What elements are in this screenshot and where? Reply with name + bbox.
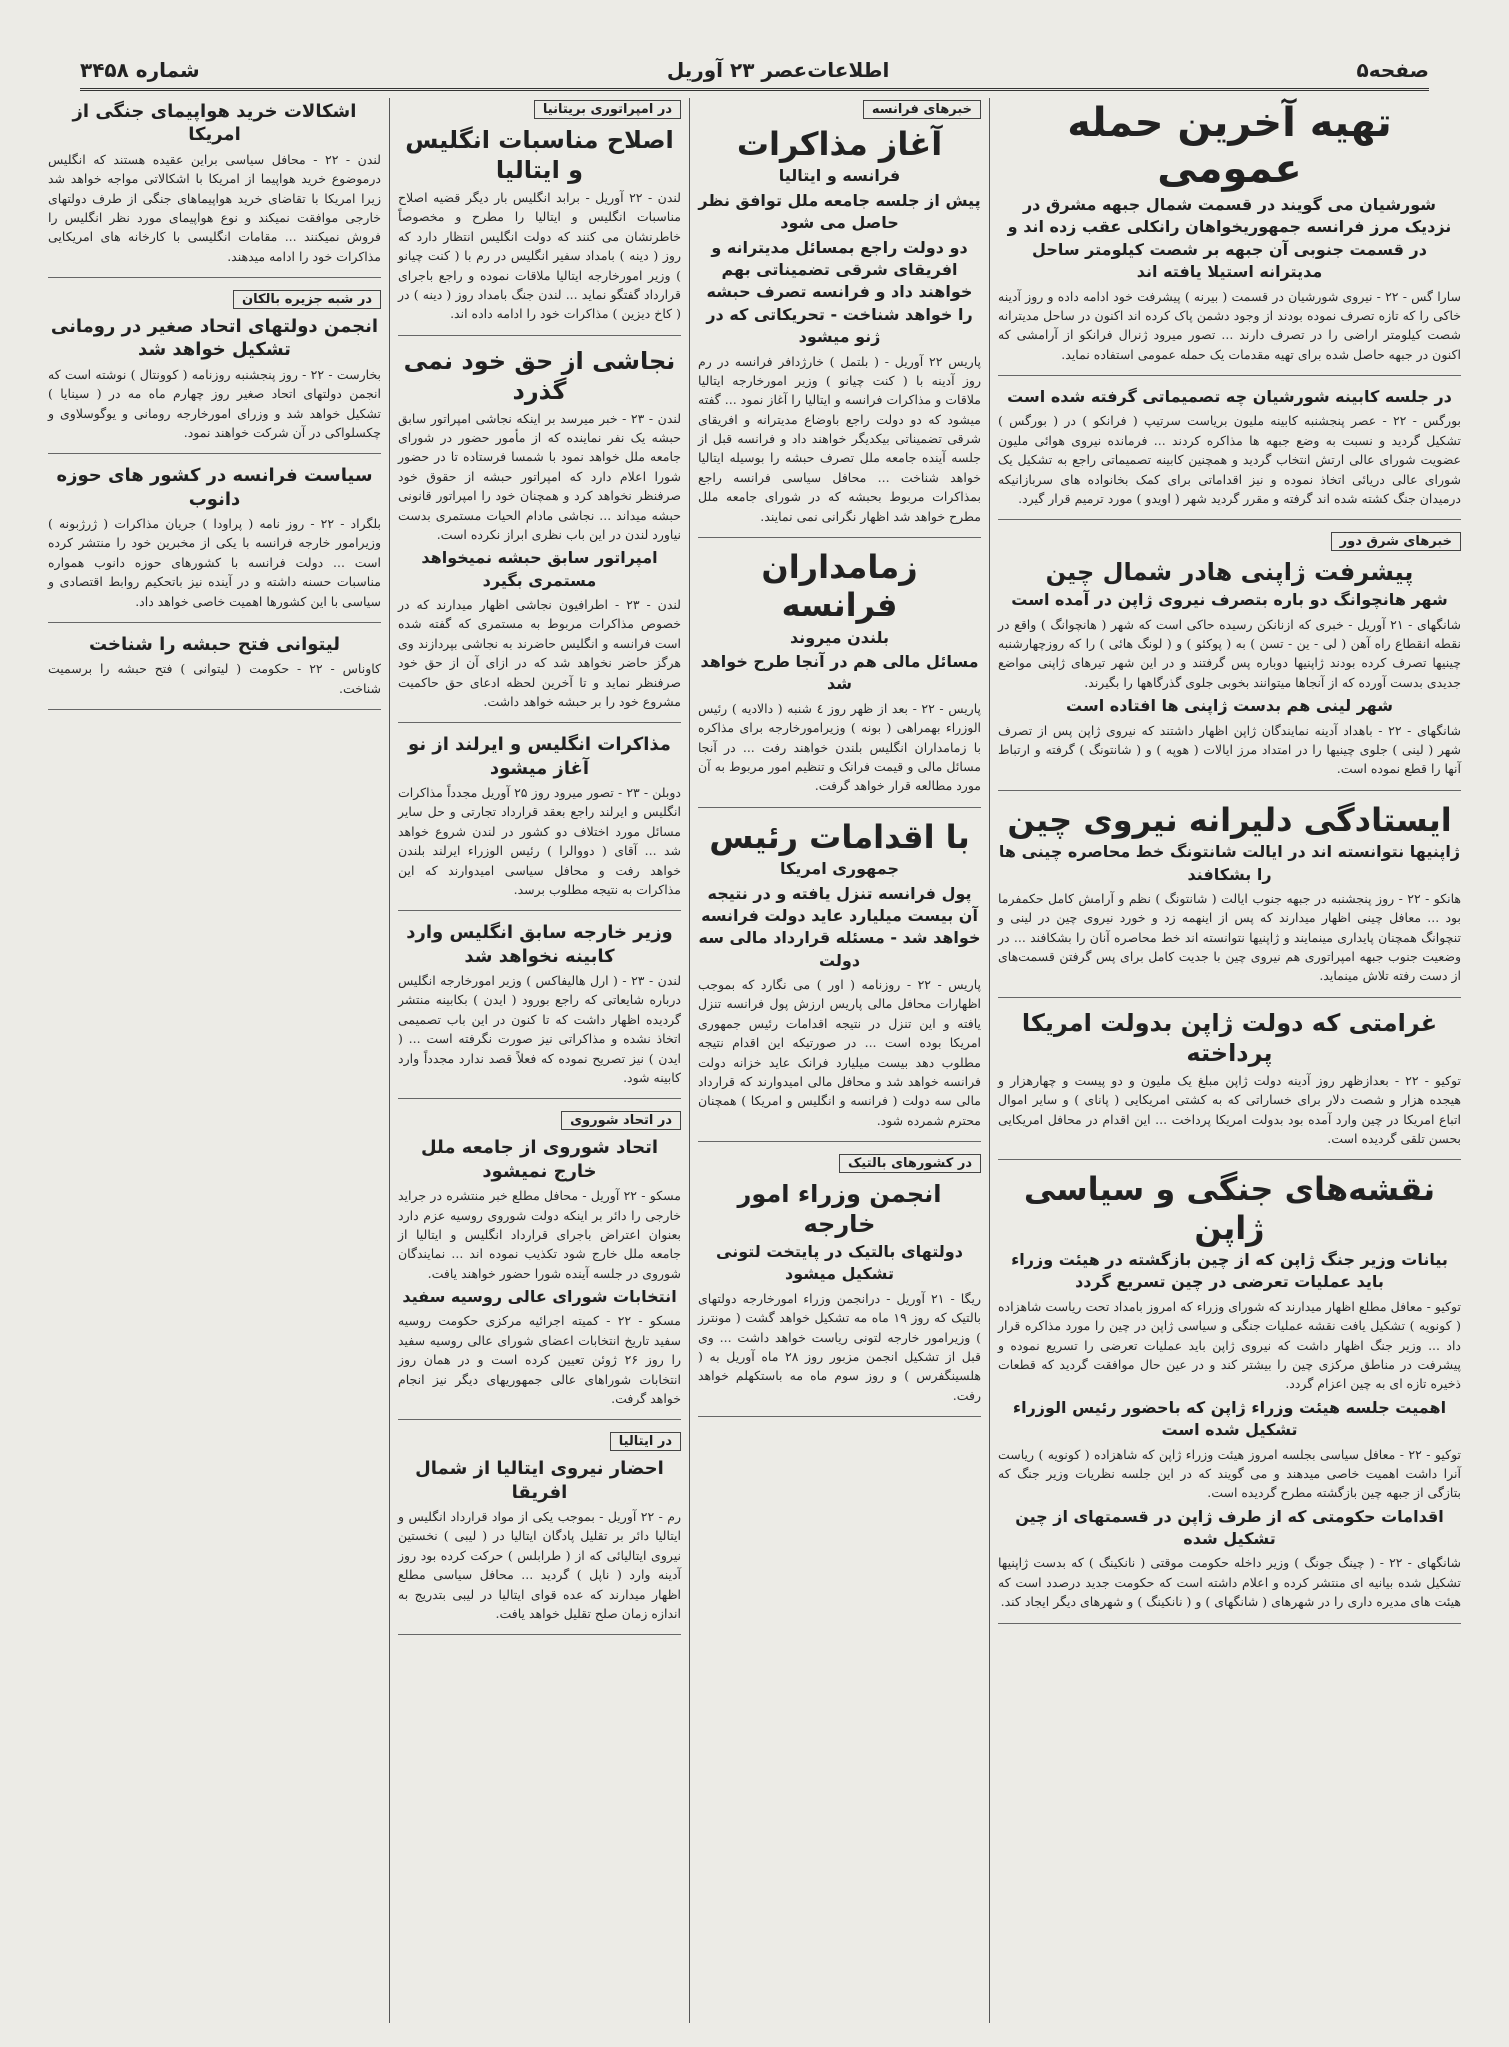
- headline: زمامداران فرانسه: [761, 547, 918, 625]
- page-number: صفحه۵: [1356, 58, 1429, 82]
- headline: با اقدامات رئیس: [709, 817, 970, 856]
- article-cabinet-decisions: [998, 386, 1461, 520]
- article-body: شانگهای - ۲۲ - ( چینگ جونگ ) وزیر داخله حکومت موقتی ( نانکینگ ) که بدست ژاپنیها تشکیل شده بیانیه ای منتشر کرده و اعلام داشته است که حکومت جدید درصدد است که هیئت های مدیره داری را در شهرهای ( شانگهای ) و ( نانکینگ ) و شهرهای دیگر ایجاد کند.: [998, 1555, 1461, 1610]
- article-eden: [398, 921, 681, 1099]
- article-body: پاریس - ۲۲ - روزنامه ( اور ) می نگارد که بموجب اظهارات محافل مالی پاریس ارزش پول فرانسه تنزل یافته و این تنزل در نتیجه اقدامات رئیس جمهوری امریکا بوده است ... در صورتیکه این اقدام نتیجه مطلوب دهد بیست میلیارد فرانک عاید خزانه دولت فرانسه خواهد شد و محافل مالی امیدوارند که قرارداد مالی سه دولت ( فرانسه و انگلیس و امریکا ) همچنان محترم شمرده شود.: [698, 977, 981, 1128]
- article-body: دوبلن - ۲۳ - تصور میرود روز ۲۵ آوریل مجدداً مذاکرات انگلیس و ایرلند راجع بعقد قرارداد تجارتی و حل سایر مسائل مورد اختلاف دو کشور در لندن شروع خواهد شد ... آقای ( دووالرا ) رئیس الوزراء ایرلند بلندن خواهد رفت و محافل سیاسی امیدوارند که این مذاکرات به نتیجه مطلوب برسد.: [398, 785, 681, 897]
- issue-number: شماره ۳۴۵۸: [80, 58, 200, 82]
- headline: سیاست فرانسه در کشور های حوزه دانوب: [56, 465, 373, 510]
- article-japan-plans: [998, 1170, 1461, 1623]
- article-body: پاریس ۲۲ آوریل - ( بلتمل ) خارژدافر فرانسه در رم روز آدینه با ( کنت چیانو ) وزیر امورخارجه ایتالیا ملاقات و مذاکرات فرانسه و ایتالیا را آغاز نمود ... گفته میشود که دو دولت راجع باوضاع مدیترانه و افریقای شرقی تضمیناتی بیکدیگر خواهند داد و فرانسه قبل از جلسه آینده جامعه ملل تصرف حبشه را بوسیله ایتالیا خواهد شناخت ... محافل سیاسی فرانسه راجع بمذاکرات مربوط بحبشه که در شورای جامعه ملل مطرح خواهد شد اظهار نگرانی نمی نمایند.: [698, 353, 981, 524]
- article-body: ریگا - ۲۱ آوریل - درانجمن وزراء امورخارجه دولتهای بالتیک که روز ۱۹ ماه مه تشکیل خواهد گشت ( مونترز ) وزیرامور خارجه لتونی ریاست خواهد داشت ... وی قبل از تشکیل انجمن مزبور روز ۲۸ ماه آوریل به ( هلسینگفرس ) و روز سوم ماه مه باستکهلم خواهد رفت.: [698, 1290, 982, 1403]
- article-body: مسکو - ۲۲ آوریل - محافل مطلع خبر منتشره در جراید خارجی را دائر بر اینکه دولت شوروی روسیه عزم دارد بعنوان اعتراض باجرای قرارداد انگلیس و ایتالیا از جامعه ملل خارج شود تکذیب نموده اند ... نمایندگان شوروی در جلسه آینده شورا حضور خواهند یافت.: [398, 1188, 681, 1281]
- headline: احضار نیروی ایتالیا از شمال افریقا: [415, 1458, 664, 1503]
- column-3: [389, 98, 689, 2023]
- deck: جمهوری امریکا: [780, 859, 899, 879]
- article-body: توکیو - ۲۲ - معافل سیاسی بجلسه امروز هیئت وزراء ژاپن که شاهزاده ( کونویه ) ریاست آنرا داشت اهمیت خاصی میدهند و می گویند که در این جلسه نظریات وزیر جنگ که بتازگی از جبهه چین بازگشته مطرح گردیده است.: [998, 1446, 1462, 1501]
- headline: وزیر خارجه سابق انگلیس وارد کابینه نخواهد شد: [406, 922, 673, 967]
- article-body: شانگهای - ۲۲ - باهداد آدینه نمایندگان ژاپن اظهار داشتند که نیروی ژاپن پس از تصرف شهر ( لینی ) جلوی چینیها را در امتداد مرز ایالات ( هوپه ) و ( شانتونگ ) گرفته و ارتباط آنها را قطع نموده است.: [998, 722, 1461, 777]
- article-little-entente: [48, 288, 381, 454]
- deck: پیش از جلسه جامعه ملل توافق نظر حاصل می شود: [698, 190, 981, 233]
- column-2: [689, 98, 989, 2023]
- deck: مسائل مالی هم در آنجا طرح خواهد شد: [700, 652, 979, 694]
- deck: پول فرانسه تنزل یافته و در نتیجه آن بیست میلیارد عاید دولت فرانسه خواهد شد - مسئله قرارداد مالی سه دولت: [698, 883, 981, 970]
- columns: [40, 98, 1469, 2023]
- subhead: انتخابات شورای عالی روسیه سفید: [402, 1287, 677, 1306]
- column-4: [40, 98, 389, 2023]
- headline: تهیه آخرین حمله عمومی: [1067, 100, 1392, 192]
- article-body: لندن - ۲۳ - خبر میرسد بر اینکه نجاشی امپراتور سابق حبشه یک نفر نماینده که از مأمور حضور در شورای جامعه ملل خواهد نمود با شمسا فرستاده تا در حضور شورا اعلام دارد که امپراتور حبشه از حقوق خود صرفنظر نخواهد کرد و همچنان خود را امپراتور قانونی حبشه میداند ... نجاشی مادام الحیات مستمری بدست نیاورد لندن در این باب نظری ابراز نکرده است.: [398, 410, 682, 542]
- article-body: لندن - ۲۲ - محافل سیاسی براین عقیده هستند که انگلیس درموضوع خرید هواپیما از امریکا با اشکالاتی مواجه خواهد شد زیرا امریکا با تقاضای خرید هواپیماهای جنگی از طرف دولتهای خارجی موافقت نمیکند و نوع هواپیمای مورد نظر انگلیس را فروش نمیکنند ... مقامات انگلیسی با کارخانه های امریکایی مذاکرات خود را ادامه میدهند.: [48, 151, 381, 264]
- section-label: خبرهای فرانسه: [863, 100, 981, 119]
- article-italy-libya: [398, 1430, 681, 1635]
- headline: غرامتی که دولت ژاپن بدولت امریکا پرداخته: [1021, 1008, 1438, 1067]
- article-french-leaders: [698, 548, 981, 808]
- article-body: رم - ۲۲ آوریل - بموجب یکی از مواد قرارداد انگلیس و ایتالیا دائر بر تقلیل پادگان ایتالیا در ( لیبی ) نخستین نیروی ایتالیائی که از ( طرابلس ) حرکت کرده بود روز آدینه وارد ( ناپل ) گردید ... محافل سیاسی مطلع اظهار میدارند که عده قوای ایتالیا در لیبی بتدریج به اندازه زمان صلح تقلیل خواهد یافت.: [398, 1509, 681, 1621]
- article-soviet-league: [398, 1109, 681, 1420]
- article-negus: [398, 346, 681, 724]
- headline: لیتوانی فتح حبشه را شناخت: [89, 633, 340, 655]
- article-china-resistance: [998, 801, 1461, 998]
- deck: بلندن میروند: [789, 627, 890, 647]
- deck: شورشیان می گویند در قسمت شمال جبهه مشرق در نزدیک مرز فرانسه جمهوریخواهان رانکلی عقب زده اند و در قسمت جنوبی آن جبهه بر شصت کیلومتر ساحل مدیترانه استیلا یافته اند: [1007, 195, 1452, 282]
- headline: اتحاد شوروی از جامعه ملل خارج نمیشود: [420, 1137, 659, 1182]
- article-body: لندن - ۲۳ - اطرافیون نجاشی اظهار میدارند که در خصوص مذاکرات مربوط به مستمری که گفته شده است فرانسه و انگلیس حاضرند به نجاشی بپردازند وی هرگز حاضر نخواهد شد که در ازای آن از حق خود صرفنظر نماید و تا آخرین لحظه ادعای حق حاکمیت مشروع خود را بر حبشه خواهد داشت.: [398, 597, 681, 709]
- column-1: [989, 98, 1469, 2023]
- article-france-italy-talks: [698, 98, 981, 538]
- article-anglo-irish: [398, 733, 681, 911]
- headline: انجمن وزراء امور خارجه: [737, 1180, 942, 1239]
- article-aircraft-purchase: [48, 100, 381, 278]
- headline: مذاکرات انگلیس و ایرلند از نو آغاز میشود: [408, 734, 671, 779]
- headline: پیشرفت ژاپنی هادر شمال چین: [1045, 558, 1414, 587]
- subhead: در جلسه کابینه شورشیان چه تصمیماتی گرفته شده است: [1007, 387, 1452, 407]
- article-body: بخارست - ۲۲ - روز پنجشنبه روزنامه ( کوونتال ) نوشته است که انجمن دولتهای اتحاد صغیر روز چهارم ماه مه در ( سینایا ) تشکیل خواهد شد و وزرای امورخارجه رومانی و یوگوسلاوی و چکسلواکی در آن شرکت خواهند نمود.: [48, 366, 381, 440]
- deck: دولتهای بالتیک در پایتخت لتونی تشکیل میشود: [716, 1242, 963, 1284]
- subhead: اهمیت جلسه هیئت وزراء ژاپن که باحضور رئیس الوزراء تشکیل شده است: [1012, 1397, 1447, 1440]
- article-body: سارا گس - ۲۲ - نیروی شورشیان در قسمت ( بیرنه ) پیشرفت خود ادامه داده و روز آدینه خاکی را که تازه تصرف نموده بودند از وجود دشمن پاک کرده اند اکنون در ساحل مدیترانه شصت کیلومتر اراضی را در تصرف دارند ... تصور میرود ژنرال فرانکو از آرامشی که اکنون در جبهه حاصل شده برای تهیه مقدمات یک حمله عمومی استفاده نماید.: [998, 288, 1461, 362]
- deck: ژاپنیها نتوانسته اند در ایالت شانتونگ خط محاصره چینی ها را بشکافند: [998, 842, 1461, 884]
- deck: فرانسه و ایتالیا: [778, 166, 901, 186]
- article-body: بلگراد - ۲۲ - روز نامه ( پراودا ) جریان مذاکرات ( ژرژبونه ) وزیرامور خارجه فرانسه با یکی از مخبرین خود را منتشر کرده است ... دولت فرانسه با کشورهای حوزه دانوب همواره مناسبات حسنه داشته و در آینده نیز باتحکیم روابط اقتصادی و سیاسی با این کشورها اهمیت خاصی خواهد داد.: [48, 516, 381, 609]
- headline: اشکالات خرید هواپیمای جنگی از امریکا: [72, 101, 357, 146]
- headline: نقشه‌های جنگی و سیاسی ژاپن: [1023, 1170, 1436, 1247]
- headline: انجمن دولتهای اتحاد صغیر در رومانی تشکیل خواهد شد: [50, 316, 379, 361]
- article-japan-north-china: [998, 530, 1461, 790]
- section-label: در شبه جزیره بالکان: [233, 290, 381, 309]
- article-body: لندن - ۲۳ - ( ارل هالیفاکس ) وزیر امورخارجه انگلیس درباره شایعاتی که راجع بورود ( ایدن ) بکابینه منتشر گردیده اظهار داشت که تا کنون در این باب تصمیمی اتخاذ نشده و مذاکراتی نیز صورت نگرفته است ... ( ایدن ) نیز تصریح نموده که فعلاً قصد ندارد مجدداً وارد کابینه شود.: [398, 973, 682, 1085]
- article-body: مسکو - ۲۲ - کمیته اجرائیه مرکزی حکومت روسیه سفید تاریخ انتخابات اعضای شورای عالی روسیه سفید را روز ۲۶ ژوئن تعیین کرده است و در همان روز انتخابات شوراهای عالی جمهوریهای دیگر نیز انجام خواهد گرفت.: [398, 1313, 681, 1406]
- headline: آغاز مذاکرات: [736, 125, 943, 163]
- deck: بیانات وزیر جنگ ژاپن که از چین بازگشته در هیئت وزراء باید عملیات تعرضی در چین تسریع گردد: [1011, 1250, 1448, 1292]
- article-body: توکیو - ۲۲ - بعدازظهر روز آدینه دولت ژاپن مبلغ یک ملیون و دو پیست و چهارهزار و هیجده هزار و شصت دلار برای خساراتی که به کشتی امریکایی ( پانای ) و سایر اموال اتباع امریکا در چین وارد آمده بود بدولت امریکا پرداخت ... این اقدام در محافل امریکایی بحسن تلقی گردیده است.: [998, 1072, 1461, 1146]
- section-label: در کشورهای بالتیک: [839, 1154, 981, 1173]
- article-body: بورگس - ۲۲ - عصر پنجشنبه کابینه ملیون بریاست سرتیپ ( فرانکو ) در ( بورگس ) تشکیل گردید و نسبت به وضع جبهه ها مذاکره کردند ... فرمانده نیروی هوائی ملیون عضویت شورای عالی ارتش انتخاب گردید و همچنین کابینه تصمیماتی راجع به تشکیل یک شورای عالی دریائی اتخاذ نموده و نیز اقداماتی برای کمک بخانواده های سربازانیکه درمیدان جنگ کشته شده اند گرفته و مقرر گردید شهر ( اویدو ) مورد ترمیم قرار گیرد.: [998, 413, 1462, 506]
- deck: دو دولت راجع بمسائل مدیترانه و افریقای شرقی تضمیناتی بهم خواهند داد و فرانسه تصرف حبشه را خواهد شناخت - تحریکاتی که در ژنو میشود: [706, 237, 973, 347]
- article-body: پاریس - ۲۲ - بعد از ظهر روز ٤ شنبه ( دالادیه ) رئیس الوزراء بهمراهی ( بونه ) وزیرامورخارجه برای مذاکره با زمامداران انگلیس بلندن خواهند رفت ... در آنجا مسائل مالی و قیمت فرانک و تنظیم امور مربوط به آن مورد مطالعه قرار خواهد گرفت.: [698, 700, 981, 794]
- subhead: اقدامات حکومتی که از طرف ژاپن در قسمتهای از چین تشکیل شده: [1015, 1506, 1444, 1549]
- article-baltic-ministers: [698, 1152, 981, 1417]
- article-body: شانگهای - ۲۱ آوریل - خبری که ازنانکن رسیده حاکی است که شهر ( هانچوانگ ) واقع در نقطه انقطاع راه آهن ( لی - ین - تسن ) به ( پوکئو ) و ( لونگ هائی ) را که روزچهارشنبه چینیها تصرف کرده بودند ژاپنیها دوباره پس گرفتند و در این شهر تیرهای ژاپنی مواضع جدیدی بدست آورده که از آنجاها میتوانند بخوبی جلوی گذرگاهها را بگیرند.: [998, 616, 1461, 690]
- paper-name-date: اطلاعات‌عصر ۲۳ آوریل: [666, 58, 890, 82]
- article-body: لندن - ۲۲ آوریل - برابد انگلیس بار دیگر قضیه اصلاح مناسبات انگلیس و ایتالیا را مطرح و مخصوصاً خاطرنشان می کنند که دولت انگلیس انتظار دارد که روز ( دینه ) بامداد سفیر انگلیس در رم با ( کنت چیانو ) وزیر امورخارجه ایتالیا ملاقات نموده و راجع باجرای قرارداد گفتگو نماید ... لندن جنگ بامداد روز ( دینه ) در ( کاخ دیزین ) مذاکرات خود را ادامه داده اند.: [398, 190, 681, 322]
- article-body: کاوناس - ۲۲ - حکومت ( لیتوانی ) فتح حبشه را برسمیت شناخت.: [48, 661, 382, 696]
- deck: شهر هانچوانگ دو باره بتصرف نیروی ژاپن در آمده است: [1011, 590, 1448, 610]
- article-franc-devaluation: [698, 818, 981, 1142]
- subhead: شهر لینی هم بدست ژاپنی ها افتاده است: [1066, 696, 1393, 716]
- article-indemnity: [998, 1008, 1461, 1161]
- section-label: در اتحاد شوروی: [561, 1111, 681, 1130]
- section-label: در ایتالیا: [610, 1432, 681, 1451]
- article-body: هانکو - ۲۲ - روز پنجشنبه در جبهه جنوب ایالت ( شانتونگ ) نظم و آرامش کامل حکمفرما بود ... معافل چینی اظهار میدارند که پس از اینهمه زد و خورد نیروی چین در لینی و تنچوانگ همچنان پایداری مینمایند و ژاپنیها نتوانسته اند خط محاصره آنان را بشکافند ... در وضعیت جنوب جبهه امپراتوری هم نیروی چین با جدیت کامل برای پس گرفتن قسمت‌های از دست رفته تلاش مینماید.: [998, 890, 1461, 984]
- article-body: توکیو - معافل مطلع اظهار میدارند که شورای وزراء که امروز بامداد تحت ریاست شاهزاده ( کونویه ) تشکیل یافت نقشه عملیات جنگی و سیاسی ژاپن در چین را مورد مذاکره قرار داد ... وزیر جنگ اظهار داشت که نیروی ژاپن باید عملیات تعرضی را تسریع نموده و پیشرفت در مناطق مرکزی چین را بیشتر کند و در عین حال موافقت گردید که قطعات ذخیره تازه ای به چین اعزام گردد.: [998, 1298, 1461, 1392]
- headline: ایستادگی دلیرانه نیروی چین: [1007, 800, 1452, 839]
- article-anglo-italian: [398, 98, 681, 336]
- subhead: امپراتور سابق حبشه نمیخواهد مستمری بگیرد: [421, 548, 658, 590]
- article-danube: [48, 464, 381, 623]
- masthead: [80, 52, 1429, 91]
- headline: اصلاح مناسبات انگلیس و ایتالیا: [405, 126, 674, 184]
- article-lithuania: [48, 633, 381, 710]
- headline: نجاشی از حق خود نمی گذرد: [403, 346, 676, 405]
- section-label: خبرهای شرق دور: [1331, 532, 1461, 551]
- article-offensive: [998, 100, 1461, 376]
- section-label: در امپراتوری بریتانیا: [534, 100, 681, 119]
